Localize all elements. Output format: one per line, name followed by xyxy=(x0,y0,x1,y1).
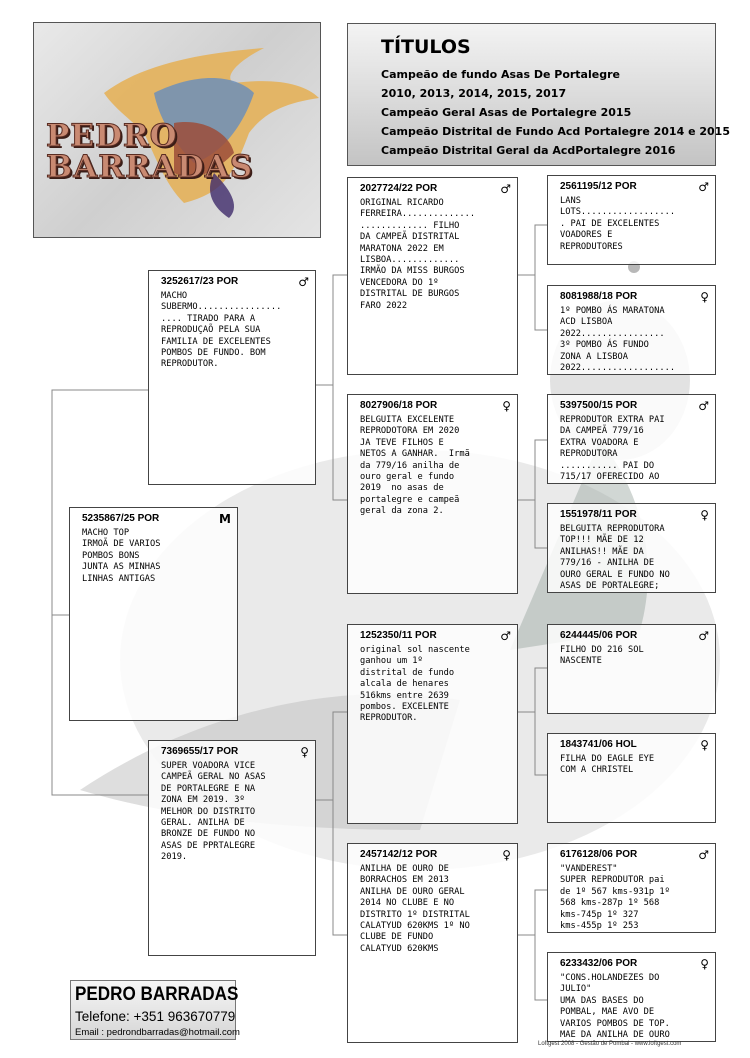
title-line: Campeão Geral Asas de Portalegre 2015 xyxy=(381,106,632,119)
ring-number: 2457142/12 POR xyxy=(360,849,438,860)
sex-symbol: M xyxy=(219,511,231,526)
male-icon: ♂ xyxy=(500,181,511,196)
title-line: 2010, 2013, 2014, 2015, 2017 xyxy=(381,87,567,100)
titles-heading: TÍTULOS xyxy=(381,36,471,58)
title-line: Campeão Distrital de Fundo Acd Portalegre 2014 e 2015 xyxy=(381,125,730,138)
ring-number: 6233432/06 POR xyxy=(560,958,638,969)
pedigree-card-great-grandparent xyxy=(547,175,716,265)
pedigree-card-great-grandparent xyxy=(547,394,716,484)
female-icon: ♀ xyxy=(700,507,709,522)
ring-number: 1843741/06 HOL xyxy=(560,739,637,750)
card-description: FILHA DO EAGLE EYE COM A CHRISTEL xyxy=(560,754,655,776)
male-icon: ♂ xyxy=(698,398,709,413)
pedigree-card-great-grandparent xyxy=(547,503,716,593)
card-description: SUPER VOADORA VICE CAMPEÃ GERAL NO ASAS DE PORTALEGRE E NA ZONA EM 2019. 3º MELHOR DO DISTRITO GERAL. ANILHA DE BRONZE DE FUNDO NO ASAS DE PPRTALEGRE 2019. xyxy=(161,761,266,863)
female-icon: ♀ xyxy=(700,956,709,971)
contact-card xyxy=(70,980,240,1040)
ring-number: 2027724/22 POR xyxy=(360,183,438,194)
card-description: MACHO TOP IRMOÃ DE VARIOS POMBOS BONS JUNTA AS MINHAS LINHAS ANTIGAS xyxy=(82,528,161,584)
card-description: MACHO SUBERMO................ .... TIRADO PARA A REPRODUÇAÕ PELA SUA FAMILIA DE EXCELENTES POMBOS DE FUNDO. BOM REPRODUTOR. xyxy=(161,291,282,370)
card-description: "CONS.HOLANDEZES DO JULIO" UMA DAS BASES DO POMBAL, MAE AVO DE VARIOS POMBOS DE TOP. MAE DA ANILHA DE OURO xyxy=(560,973,670,1041)
ring-number: 1551978/11 POR xyxy=(560,509,637,520)
pedigree-card-great-grandparent xyxy=(547,952,716,1042)
pedigree-card-great-grandparent xyxy=(547,733,716,823)
title-line: Campeão Distrital Geral da AcdPortalegre 2016 xyxy=(381,144,676,157)
male-icon: ♂ xyxy=(698,628,709,643)
contact-phone: Telefone: +351 963670779 xyxy=(75,1009,236,1024)
card-description: FILHO DO 216 SOL NASCENTE xyxy=(560,645,644,667)
male-icon: ♂ xyxy=(500,628,511,643)
card-description: LANS LOTS.................. . PAI DE EXCELENTES VOADORES E REPRODUTORES xyxy=(560,196,676,252)
male-icon: ♂ xyxy=(298,274,309,289)
ring-number: 7369655/17 POR xyxy=(161,746,239,757)
ring-number: 1252350/11 POR xyxy=(360,630,437,641)
card-description: BELGUITA REPRODUTORA TOP!!! MÃE DE 12 ANILHAS!! MÃE DA 779/16 - ANILHA DE OURO GERAL E FUNDO NO ASAS DE PORTALEGRE; xyxy=(560,524,670,592)
ring-number: 6176128/06 POR xyxy=(560,849,638,860)
pedigree-card-dam-dam xyxy=(347,843,518,1043)
male-icon: ♂ xyxy=(698,179,709,194)
female-icon: ♀ xyxy=(502,847,511,862)
logo-name-line2: BARRADAS xyxy=(46,149,254,185)
pedigree-card-subject xyxy=(69,507,238,721)
ring-number: 5235867/25 POR xyxy=(82,513,160,524)
logo-name-line1: PEDRO xyxy=(46,118,178,154)
card-description: ORIGINAL RICARDO FERREIRA.............. ............. FILHO DA CAMPEÃ DISTRITAL MARATONA 2022 EM LISBOA............. IRMÃO DA MISS BURGOS VENCEDORA DO 1º DISTRITAL DE BURGOS FARO 2022 xyxy=(360,198,476,311)
card-description: original sol nascente ganhou um 1º distrital de fundo alcala de henares 516kms entre 2639 pombos. EXCELENTE REPRODUTOR. xyxy=(360,645,470,724)
ring-number: 5397500/15 POR xyxy=(560,400,638,411)
pedigree-card-great-grandparent xyxy=(547,624,716,714)
male-icon: ♂ xyxy=(698,847,709,862)
ring-number: 8027906/18 POR xyxy=(360,400,438,411)
pedigree-card-sire xyxy=(148,270,316,485)
female-icon: ♀ xyxy=(700,289,709,304)
pedigree-card-great-grandparent xyxy=(547,285,716,375)
ring-number: 3252617/23 POR xyxy=(161,276,239,287)
contact-email: Email : pedrondbarradas@hotmail.com xyxy=(75,1027,240,1038)
female-icon: ♀ xyxy=(700,737,709,752)
pedigree-card-great-grandparent xyxy=(547,843,716,933)
card-description: BELGUITA EXCELENTE REPRODOTORA EM 2020 JA TEVE FILHOS E NETOS A GANHAR. Irmã da 779/16 anilha de ouro geral e fundo 2019 no asas de portalegre e campeã geral da zona 2. xyxy=(360,415,470,517)
pedigree-card-dam-sire xyxy=(347,624,518,824)
female-icon: ♀ xyxy=(300,744,309,759)
pedigree-card-sire-dam xyxy=(347,394,518,594)
ring-number: 2561195/12 POR xyxy=(560,181,637,192)
ring-number: 8081988/18 POR xyxy=(560,291,638,302)
card-description: 1º POMBO ÁS MARATONA ACD LISBOA 2022................ 3º POMBO ÁS FUNDO ZONA A LISBOA 2022.................. xyxy=(560,306,676,374)
pedigree-card-dam xyxy=(148,740,316,956)
software-credit: Loftgest 2008 - Gestão de Pombal - www.loftgest.com xyxy=(538,1041,682,1047)
card-description: REPRODUTOR EXTRA PAI DA CAMPEÃ 779/16 EXTRA VOADORA E REPRODUTORA ........... PAI DO 715/17 OFERECIDO AO xyxy=(560,415,665,483)
pedigree-card-sire-sire xyxy=(347,177,518,375)
ring-number: 6244445/06 POR xyxy=(560,630,638,641)
card-description: "VANDEREST" SUPER REPRODUTOR pai de 1º 567 kms-931p 1º 568 kms-287p 1º 568 kms-745p 1º 327 kms-455p 1º 253 xyxy=(560,864,670,932)
contact-name: PEDRO BARRADAS xyxy=(75,984,239,1005)
female-icon: ♀ xyxy=(502,398,511,413)
title-line: Campeão de fundo Asas De Portalegre xyxy=(381,68,620,81)
card-description: ANILHA DE OURO DE BORRACHOS EM 2013 ANILHA DE OURO GERAL 2014 NO CLUBE E NO DISTRITO 1º DISTRITAL CALATYUD 620KMS 1º NO CLUBE DE FUNDO CALATYUD 620KMS xyxy=(360,864,470,954)
